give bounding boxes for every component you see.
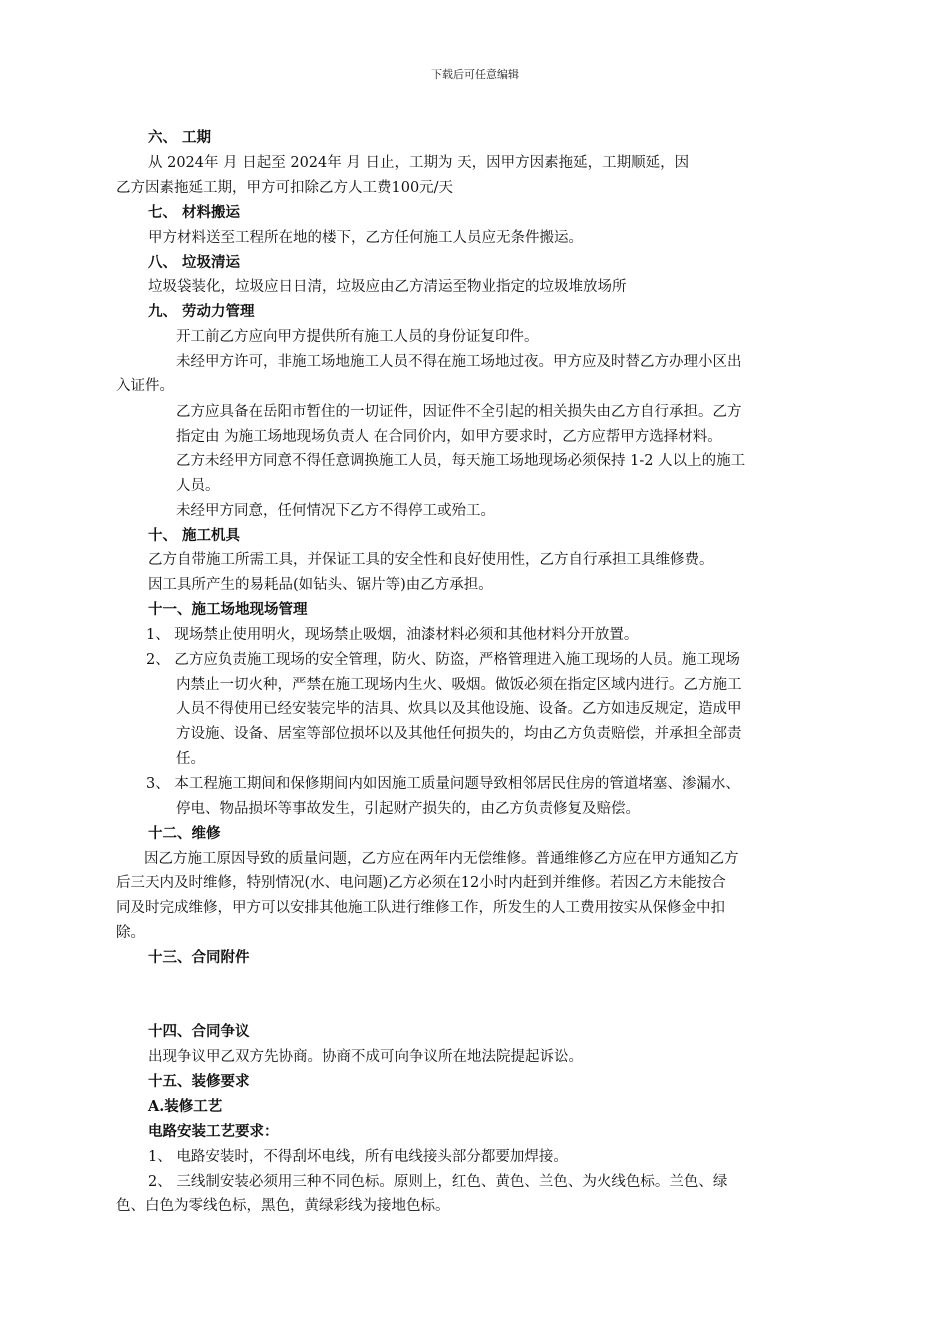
list-item: 2、 三线制安装必须用三种不同色标。原则上，红色、黄色、兰色、为火线色标。兰色、绿 bbox=[148, 1174, 728, 1190]
list-item: 3、 本工程施工期间和保修期间内如因施工质量问题导致相邻居民住房的管道堵塞、渗漏水、 bbox=[146, 776, 740, 792]
paragraph-line: 指定由 为施工场地现场负责人 在合同价内，如甲方要求时，乙方应帮甲方选择材料。 bbox=[176, 429, 722, 445]
section-heading: 十三、合同附件 bbox=[148, 949, 250, 966]
list-item: 1、 电路安装时，不得刮坏电线，所有电线接头部分都要加焊接。 bbox=[148, 1149, 568, 1165]
paragraph-line: 甲方材料送至工程所在地的楼下，乙方任何施工人员应无条件搬运。 bbox=[148, 230, 583, 246]
subsection-heading: 电路安装工艺要求： bbox=[148, 1123, 279, 1140]
section-heading: 七、 材料搬运 bbox=[148, 204, 241, 221]
paragraph-line: 人员不得使用已经安装完毕的洁具、炊具以及其他设施、设备。乙方如违反规定，造成甲 bbox=[176, 701, 742, 717]
section-heading: 十一、施工场地现场管理 bbox=[148, 601, 308, 618]
paragraph-line: 人员。 bbox=[176, 478, 220, 494]
section-heading: 十、 施工机具 bbox=[148, 527, 241, 544]
paragraph-line: 除。 bbox=[116, 925, 145, 941]
section-heading: 六、 工期 bbox=[148, 129, 212, 146]
paragraph-line: 同及时完成维修，甲方可以安排其他施工队进行维修工作，所发生的人工费用按实从保修金中扣 bbox=[116, 900, 725, 916]
paragraph-line: 内禁止一切火种，严禁在施工现场内生火、吸烟。做饭必须在指定区域内进行。乙方施工 bbox=[176, 677, 742, 693]
paragraph-line: 从 2024年 月 日起至 2024年 月 日止，工期为 天，因甲方因素拖延，工期顺延，因 bbox=[148, 155, 690, 171]
list-item: 2、 乙方应负责施工现场的安全管理，防火、防盗，严格管理进入施工现场的人员。施工现场 bbox=[146, 652, 740, 668]
paragraph-line: 方设施、设备、居室等部位损坏以及其他任何损失的，均由乙方负责赔偿，并承担全部责 bbox=[176, 726, 742, 742]
section-heading: 十五、装修要求 bbox=[148, 1073, 250, 1090]
paragraph-line: 未经甲方许可，非施工场地施工人员不得在施工场地过夜。甲方应及时替乙方办理小区出 bbox=[176, 354, 742, 370]
list-item: 1、 现场禁止使用明火，现场禁止吸烟，油漆材料必须和其他材料分开放置。 bbox=[146, 627, 639, 643]
paragraph-line: 乙方因素拖延工期，甲方可扣除乙方人工费100元/天 bbox=[116, 180, 454, 196]
paragraph-line: 未经甲方同意，任何情况下乙方不得停工或殆工。 bbox=[176, 503, 495, 519]
paragraph-line: 色、白色为零线色标，黑色，黄绿彩线为接地色标。 bbox=[116, 1198, 450, 1214]
paragraph-line: 因乙方施工原因导致的质量问题，乙方应在两年内无偿维修。普通维修乙方应在甲方通知乙方 bbox=[144, 851, 739, 867]
section-heading: 九、 劳动力管理 bbox=[148, 303, 255, 320]
paragraph-line: 乙方未经甲方同意不得任意调换施工人员，每天施工场地现场必须保持 1-2 人以上的施工 bbox=[176, 453, 746, 469]
paragraph-line: 停电、物品损坏等事故发生，引起财产损失的，由乙方负责修复及赔偿。 bbox=[176, 801, 640, 817]
paragraph-line: 开工前乙方应向甲方提供所有施工人员的身份证复印件。 bbox=[176, 329, 539, 345]
paragraph-line: 入证件。 bbox=[116, 378, 174, 394]
section-heading: 十四、合同争议 bbox=[148, 1023, 250, 1040]
subsection-heading: A.装修工艺 bbox=[148, 1098, 223, 1115]
paragraph-line: 任。 bbox=[176, 751, 205, 767]
page-header: 下载后可任意编辑 bbox=[431, 68, 519, 81]
section-heading: 十二、维修 bbox=[148, 825, 221, 842]
paragraph-line: 出现争议甲乙双方先协商。协商不成可向争议所在地法院提起诉讼。 bbox=[148, 1049, 583, 1065]
paragraph-line: 后三天内及时维修，特别情况(水、电问题)乙方必须在12小时内赶到并维修。若因乙方未能按合 bbox=[116, 875, 726, 891]
paragraph-line: 因工具所产生的易耗品(如钻头、锯片等)由乙方承担。 bbox=[148, 577, 493, 593]
section-heading: 八、 垃圾清运 bbox=[148, 254, 241, 271]
paragraph-line: 乙方自带施工所需工具，并保证工具的安全性和良好使用性，乙方自行承担工具维修费。 bbox=[148, 552, 714, 568]
paragraph-line: 乙方应具备在岳阳市暂住的一切证件，因证件不全引起的相关损失由乙方自行承担。乙方 bbox=[176, 404, 742, 420]
paragraph-line: 垃圾袋装化，垃圾应日日清，垃圾应由乙方清运至物业指定的垃圾堆放场所 bbox=[148, 279, 627, 295]
